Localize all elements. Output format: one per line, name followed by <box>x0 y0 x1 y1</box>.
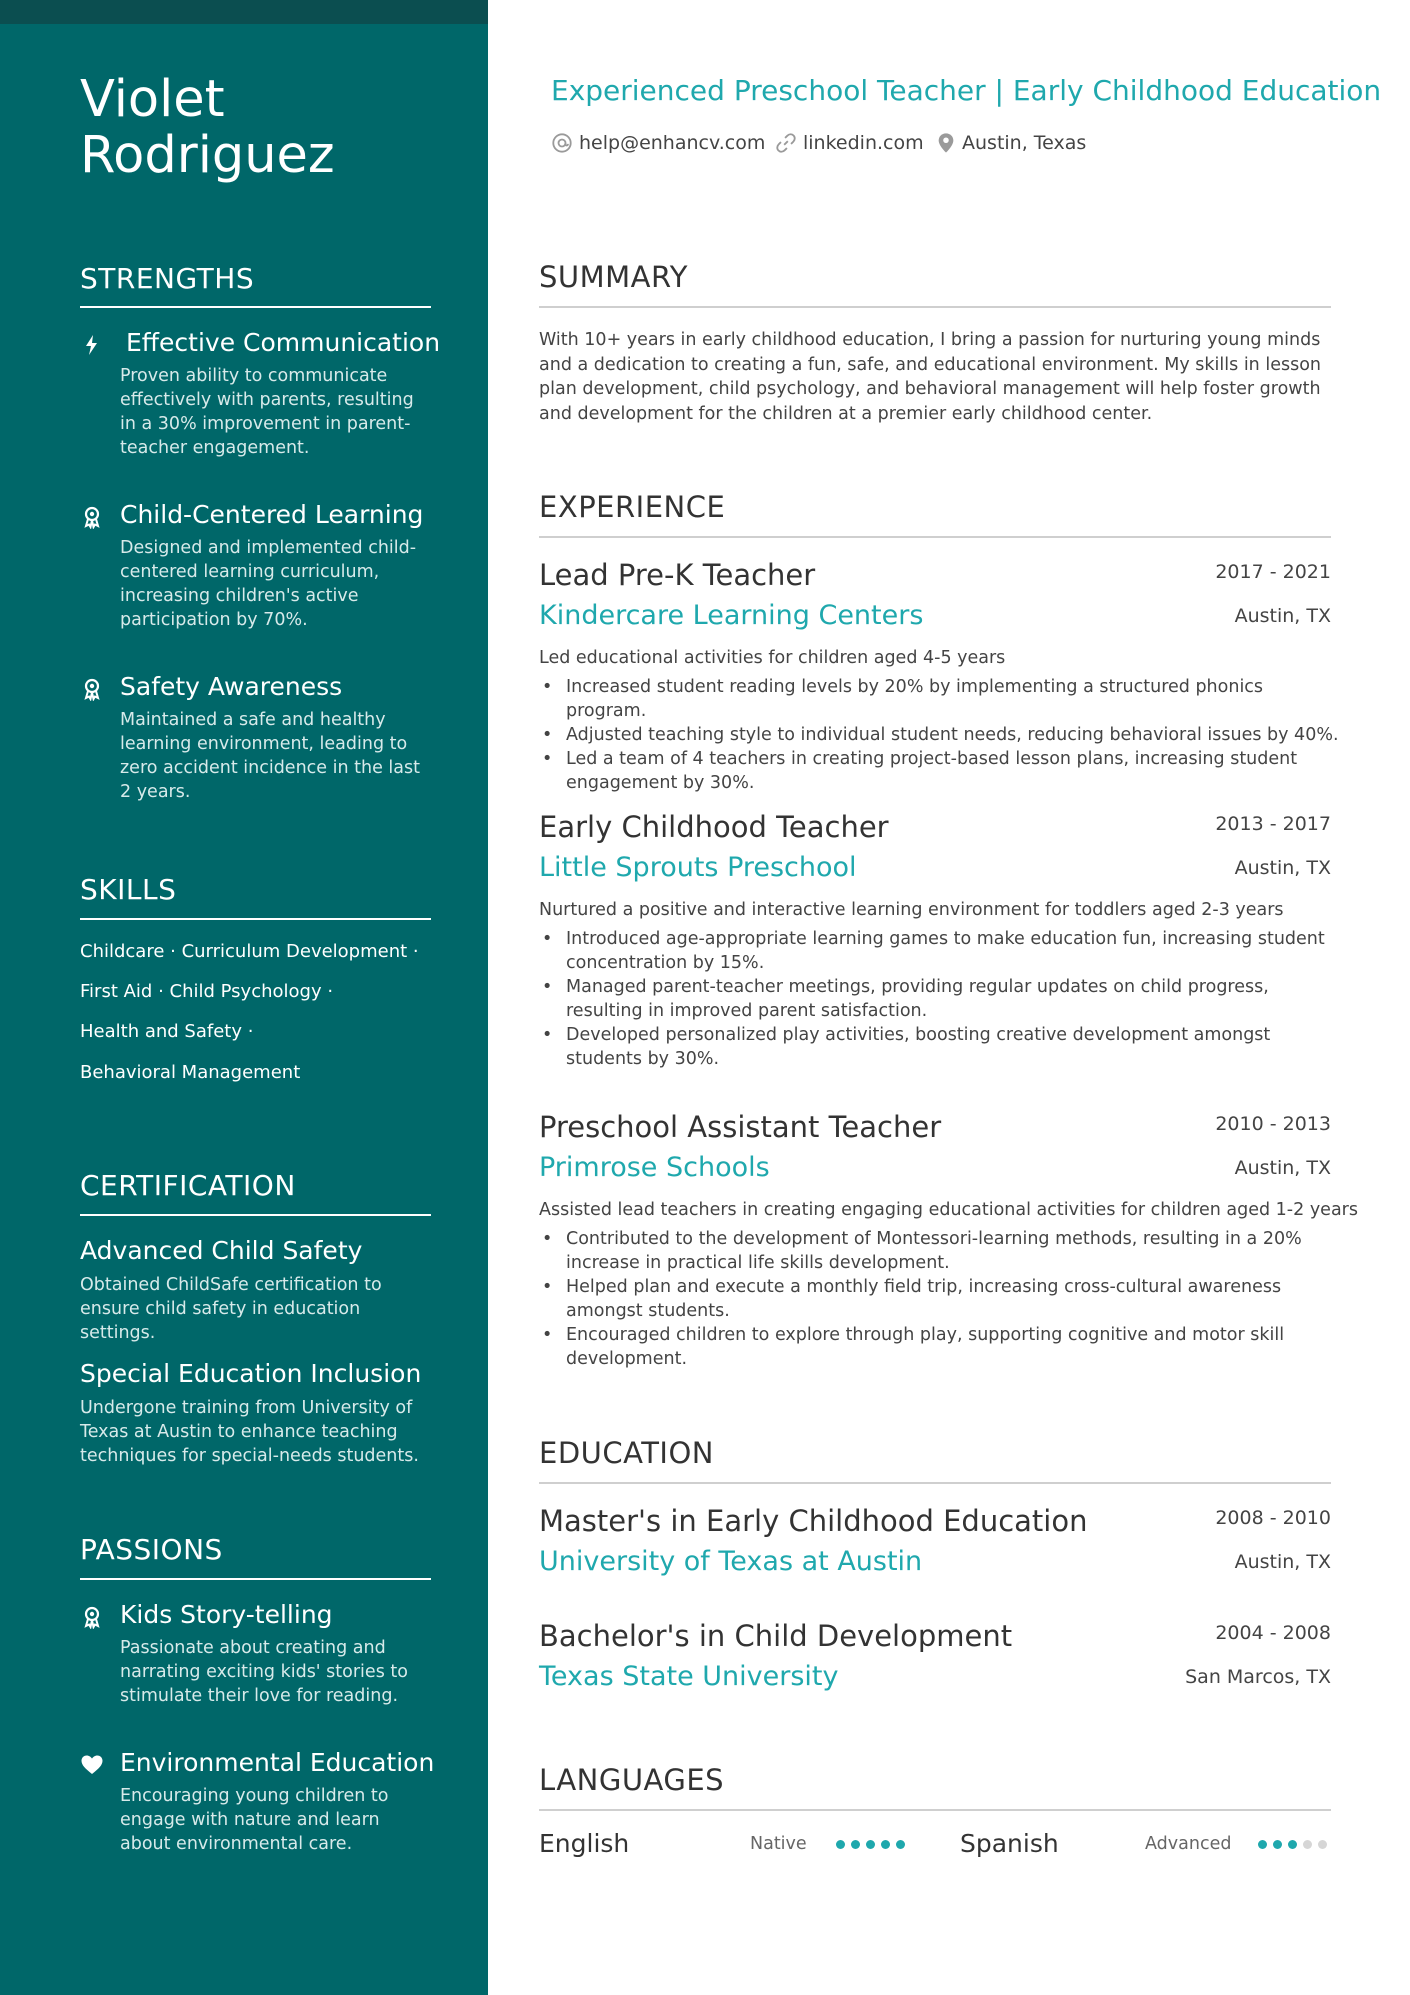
contact-location <box>936 131 1086 155</box>
rating-dot <box>1303 1840 1312 1849</box>
rating-dot <box>881 1840 890 1849</box>
strength-title: Safety Awareness <box>120 672 343 701</box>
award-icon <box>80 1605 104 1629</box>
strengths-heading: STRENGTHS <box>80 262 255 295</box>
certification-desc: Obtained ChildSafe certification to ensure child safety in education settings. <box>80 1275 382 1343</box>
list-item: • Led a team of 4 teachers in creating project-based lesson plans, increasing student engagement by 30%. <box>539 747 1339 795</box>
bolt-icon <box>80 333 104 357</box>
skills-line: First Aid · Child Psychology · <box>80 981 334 1002</box>
education-heading: EDUCATION <box>539 1436 715 1470</box>
headline: Experienced Preschool Teacher | Early Childhood Education <box>551 74 1382 107</box>
job-dates: 2013 - 2017 <box>1215 813 1331 835</box>
summary-heading: SUMMARY <box>539 260 689 294</box>
job-company: Little Sprouts Preschool <box>539 852 857 883</box>
contact-linkedin[interactable] <box>775 131 924 155</box>
job-title: Early Childhood Teacher <box>539 810 889 844</box>
education-degree: Master's in Early Childhood Education <box>539 1504 1088 1538</box>
language-name: English <box>539 1829 630 1858</box>
language-level: Native <box>750 1834 807 1854</box>
contact-email[interactable] <box>551 131 765 155</box>
job-description: Assisted lead teachers in creating engaging educational activities for children aged 1-2 years <box>539 1200 1358 1220</box>
education-location: Austin, TX <box>1234 1551 1331 1573</box>
strengths-divider <box>80 306 431 308</box>
list-item: • Managed parent-teacher meetings, providing regular updates on child progress, resulting in improved parent satisfaction. <box>539 975 1339 1023</box>
education-divider <box>539 1482 1331 1484</box>
strength-desc: Maintained a safe and healthy learning environment, leading to zero accident incidence in the last 2 years. <box>120 710 420 802</box>
award-icon <box>80 677 104 701</box>
strength-title: Effective Communication <box>126 328 441 357</box>
certification-item <box>80 1359 440 1468</box>
list-item: • Increased student reading levels by 20% by implementing a structured phonics program. <box>539 675 1339 723</box>
skills-divider <box>80 918 431 920</box>
passions-heading: PASSIONS <box>80 1533 223 1566</box>
skills-heading: SKILLS <box>80 873 177 906</box>
job-bullets <box>539 927 1339 1071</box>
languages-divider <box>539 1809 1331 1811</box>
location-pin-icon <box>936 132 956 154</box>
rating-dot <box>851 1840 860 1849</box>
list-item: • Contributed to the development of Montessori-learning methods, resulting in a 20% increase in practical life skills development. <box>539 1227 1339 1275</box>
education-location: San Marcos, TX <box>1185 1666 1331 1688</box>
passion-desc: Encouraging young children to engage with nature and learn about environmental care. <box>120 1786 389 1854</box>
job-description: Nurtured a positive and interactive learning environment for toddlers aged 2-3 years <box>539 900 1284 920</box>
job-bullets <box>539 1227 1339 1371</box>
list-item: • Encouraged children to explore through play, supporting cognitive and motor skill development. <box>539 1323 1339 1371</box>
certification-title: Special Education Inclusion <box>80 1359 422 1388</box>
name-text: Violet Rodriguez <box>80 70 335 185</box>
summary-divider <box>539 306 1331 308</box>
skills-line: Health and Safety · <box>80 1021 254 1042</box>
rating-dot <box>836 1840 845 1849</box>
rating-dot <box>896 1840 905 1849</box>
education-degree: Bachelor's in Child Development <box>539 1619 1013 1653</box>
certification-item <box>80 1236 440 1345</box>
strength-desc: Proven ability to communicate effectively with parents, resulting in a 30% improvement in parent-teacher engagement. <box>120 366 414 458</box>
job-title: Preschool Assistant Teacher <box>539 1110 942 1144</box>
job-company: Kindercare Learning Centers <box>539 600 924 631</box>
job-dates: 2017 - 2021 <box>1215 561 1331 583</box>
skills-line: Behavioral Management <box>80 1062 301 1083</box>
job-dates: 2010 - 2013 <box>1215 1113 1331 1135</box>
rating-dot <box>1258 1840 1267 1849</box>
passions-divider <box>80 1578 431 1580</box>
job-location: Austin, TX <box>1234 857 1331 879</box>
certification-title: Advanced Child Safety <box>80 1236 363 1265</box>
experience-divider <box>539 536 1331 538</box>
education-school: University of Texas at Austin <box>539 1546 923 1577</box>
rating-dot <box>1288 1840 1297 1849</box>
language-rating <box>836 1840 911 1849</box>
job-bullets <box>539 675 1339 795</box>
education-dates: 2008 - 2010 <box>1215 1507 1331 1529</box>
strength-desc: Designed and implemented child-centered learning curriculum, increasing children's active participation by 70%. <box>120 538 417 630</box>
experience-heading: EXPERIENCE <box>539 490 726 524</box>
rating-dot <box>1273 1840 1282 1849</box>
linkedin-text: linkedin.com <box>803 132 924 154</box>
passion-title: Kids Story-telling <box>120 1600 333 1629</box>
email-text: help@enhancv.com <box>579 132 766 154</box>
candidate-name <box>80 72 380 184</box>
language-name: Spanish <box>960 1829 1059 1858</box>
job-title: Lead Pre-K Teacher <box>539 558 816 592</box>
languages-heading: LANGUAGES <box>539 1763 725 1797</box>
strength-title: Child-Centered Learning <box>120 500 424 529</box>
rating-dot <box>1318 1840 1327 1849</box>
location-text: Austin, Texas <box>962 132 1087 154</box>
passion-desc: Passionate about creating and narrating exciting kids' stories to stimulate their love for reading. <box>120 1638 408 1706</box>
heart-icon <box>80 1753 104 1777</box>
certification-divider <box>80 1214 431 1216</box>
list-item: • Developed personalized play activities, boosting creative development amongst students by 30%. <box>539 1023 1339 1071</box>
education-dates: 2004 - 2008 <box>1215 1622 1331 1644</box>
passion-title: Environmental Education <box>120 1748 435 1777</box>
language-level: Advanced <box>1145 1834 1232 1854</box>
sidebar <box>0 0 488 1995</box>
sidebar-top-bar <box>0 0 488 24</box>
at-icon <box>551 132 573 154</box>
list-item: • Adjusted teaching style to individual student needs, reducing behavioral issues by 40%. <box>539 723 1339 747</box>
skills-line: Childcare · Curriculum Development · <box>80 941 419 962</box>
job-company: Primrose Schools <box>539 1152 770 1183</box>
job-location: Austin, TX <box>1234 1157 1331 1179</box>
certification-heading: CERTIFICATION <box>80 1169 296 1202</box>
rating-dot <box>866 1840 875 1849</box>
list-item: • Helped plan and execute a monthly field trip, increasing cross-cultural awareness amongst students. <box>539 1275 1339 1323</box>
summary-text: With 10+ years in early childhood education, I bring a passion for nurturing young minds and a dedication to creating a fun, safe, and educational environment. My skills in lesson plan development, child psychology, and behavioral management will help foster growth and development for the children at a premier early childhood center. <box>539 330 1321 424</box>
certification-desc: Undergone training from University of Texas at Austin to enhance teaching techniques for special-needs students. <box>80 1398 419 1466</box>
language-rating <box>1258 1840 1333 1849</box>
award-icon <box>80 505 104 529</box>
education-school: Texas State University <box>539 1661 839 1692</box>
job-description: Led educational activities for children aged 4-5 years <box>539 648 1006 668</box>
link-icon <box>775 132 797 154</box>
job-location: Austin, TX <box>1234 605 1331 627</box>
list-item: • Introduced age-appropriate learning games to make education fun, increasing student concentration by 15%. <box>539 927 1339 975</box>
